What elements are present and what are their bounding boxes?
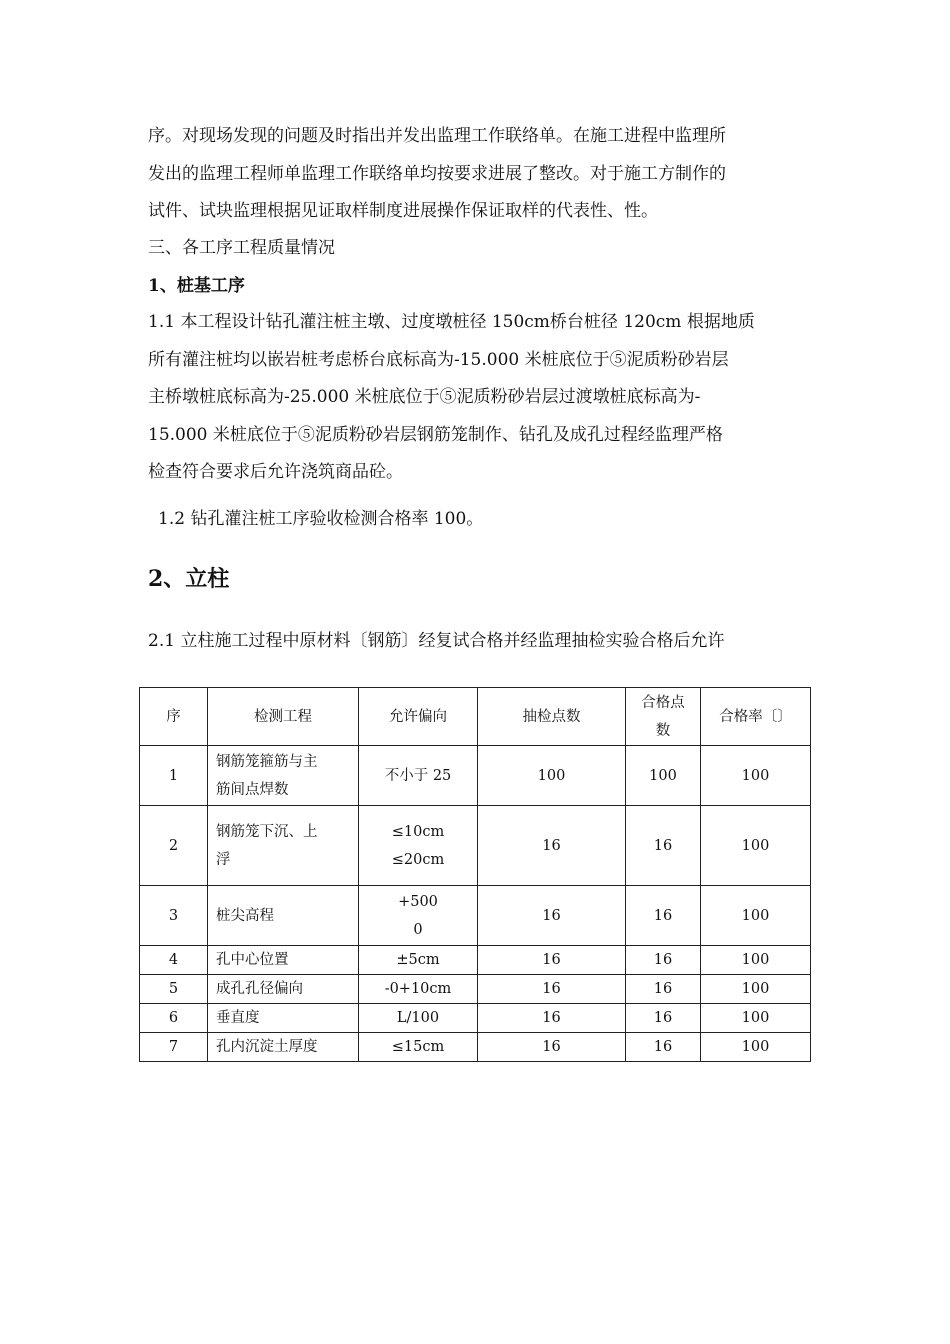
cell-rate: 100 xyxy=(701,886,811,946)
cell-rate: 100 xyxy=(701,746,811,806)
header-checked-points: 抽检点数 xyxy=(478,688,626,746)
cell-item xyxy=(208,806,359,886)
section-3-title: 三、各工序工程质量情况 xyxy=(148,238,335,258)
table-row xyxy=(140,1004,811,1033)
cell-checked: 16 xyxy=(478,806,626,886)
cell-rate: 100 xyxy=(701,1033,811,1062)
cell-tolerance xyxy=(359,806,478,886)
cell-rate: 100 xyxy=(701,1004,811,1033)
cell-rate: 100 xyxy=(701,806,811,886)
cell-passed: 16 xyxy=(626,886,701,946)
cell-tolerance: ≤15cm xyxy=(359,1033,478,1062)
intro-line: 试件、试块监理根据见证取样制度进展操作保证取样的代表性、性。 xyxy=(148,201,658,221)
table-row xyxy=(140,946,811,975)
table-row xyxy=(140,746,811,806)
intro-paragraph xyxy=(148,118,808,231)
paragraph-1-2: 1.2 钻孔灌注桩工序验收检测合格率 100。 xyxy=(158,509,484,529)
cell-item: 桩尖高程 xyxy=(208,886,359,946)
cell-item: 成孔孔径偏向 xyxy=(208,975,359,1004)
table-header-row xyxy=(140,688,811,746)
header-passed-points xyxy=(626,688,701,746)
cell-checked: 16 xyxy=(478,886,626,946)
table-row xyxy=(140,806,811,886)
cell-checked: 16 xyxy=(478,946,626,975)
cell-rate: 100 xyxy=(701,975,811,1004)
cell-checked: 100 xyxy=(478,746,626,806)
table-row xyxy=(140,1033,811,1062)
cell-tolerance-line: ≤20cm xyxy=(391,851,445,868)
p11-line: 15.000 米桩底位于⑤泥质粉砂岩层钢筋笼制作、钻孔及成孔过程经监理严格 xyxy=(148,424,723,445)
cell-seq: 6 xyxy=(140,1004,208,1033)
header-item: 检测工程 xyxy=(208,688,359,746)
cell-item-line: 浮 xyxy=(216,851,231,868)
cell-checked: 16 xyxy=(478,975,626,1004)
inspection-table xyxy=(139,687,811,1062)
table-row xyxy=(140,886,811,946)
cell-tolerance-line: +500 xyxy=(398,893,438,910)
cell-item xyxy=(208,746,359,806)
header-tolerance: 允许偏向 xyxy=(359,688,478,746)
p11-line: 检查符合要求后允许浇筑商品砼。 xyxy=(148,462,403,482)
cell-tolerance: ±5cm xyxy=(359,946,478,975)
cell-passed: 100 xyxy=(626,746,701,806)
subsection-1-title: 1、桩基工序 xyxy=(148,276,245,296)
paragraph-1-1 xyxy=(148,304,808,492)
cell-tolerance xyxy=(359,886,478,946)
cell-passed: 16 xyxy=(626,1033,701,1062)
cell-passed: 16 xyxy=(626,975,701,1004)
cell-item-line: 钢筋笼箍筋与主 xyxy=(216,753,318,770)
p11-line: 主桥墩桩底标高为-25.000 米桩底位于⑤泥质粉砂岩层过渡墩桩底标高为- xyxy=(148,387,701,407)
cell-seq: 1 xyxy=(140,746,208,806)
cell-seq: 5 xyxy=(140,975,208,1004)
cell-seq: 7 xyxy=(140,1033,208,1062)
intro-line: 发出的监理工程师单监理工作联络单均按要求进展了整改。对于施工方制作的 xyxy=(148,163,726,184)
p11-line: 所有灌注桩均以嵌岩桩考虑桥台底标高为-15.000 米桩底位于⑤泥质粉砂岩层 xyxy=(148,349,729,370)
header-seq: 序 xyxy=(140,688,208,746)
header-passed-line: 合格点 xyxy=(641,694,685,711)
cell-tolerance: L/100 xyxy=(359,1004,478,1033)
cell-tolerance: -0+10cm xyxy=(359,975,478,1004)
cell-item: 孔中心位置 xyxy=(208,946,359,975)
header-pass-rate: 合格率〔〕 xyxy=(701,688,811,746)
cell-item: 孔内沉淀土厚度 xyxy=(208,1033,359,1062)
intro-line: 序。对现场发现的问题及时指出并发出监理工作联络单。在施工进程中监理所 xyxy=(148,126,726,146)
paragraph-2-1: 2.1 立柱施工过程中原材料〔钢筋〕经复试合格并经监理抽检实验合格后允许 xyxy=(148,631,725,651)
header-passed-line: 数 xyxy=(655,722,671,739)
cell-tolerance-line: 0 xyxy=(413,921,423,938)
cell-seq: 3 xyxy=(140,886,208,946)
cell-tolerance: 不小于 25 xyxy=(359,746,478,806)
cell-passed: 16 xyxy=(626,806,701,886)
cell-passed: 16 xyxy=(626,946,701,975)
cell-checked: 16 xyxy=(478,1004,626,1033)
subsection-2-title: 2、立柱 xyxy=(148,566,230,592)
cell-passed: 16 xyxy=(626,1004,701,1033)
cell-rate: 100 xyxy=(701,946,811,975)
cell-item-line: 筋间点焊数 xyxy=(216,781,289,798)
cell-seq: 4 xyxy=(140,946,208,975)
p11-line: 1.1 本工程设计钻孔灌注桩主墩、过度墩桩径 150cm桥台桩径 120cm 根据地质 xyxy=(148,312,755,332)
cell-item: 垂直度 xyxy=(208,1004,359,1033)
table-row xyxy=(140,975,811,1004)
cell-seq: 2 xyxy=(140,806,208,886)
cell-item-line: 钢筋笼下沉、上 xyxy=(216,823,318,840)
cell-tolerance-line: ≤10cm xyxy=(391,823,445,840)
cell-checked: 16 xyxy=(478,1033,626,1062)
